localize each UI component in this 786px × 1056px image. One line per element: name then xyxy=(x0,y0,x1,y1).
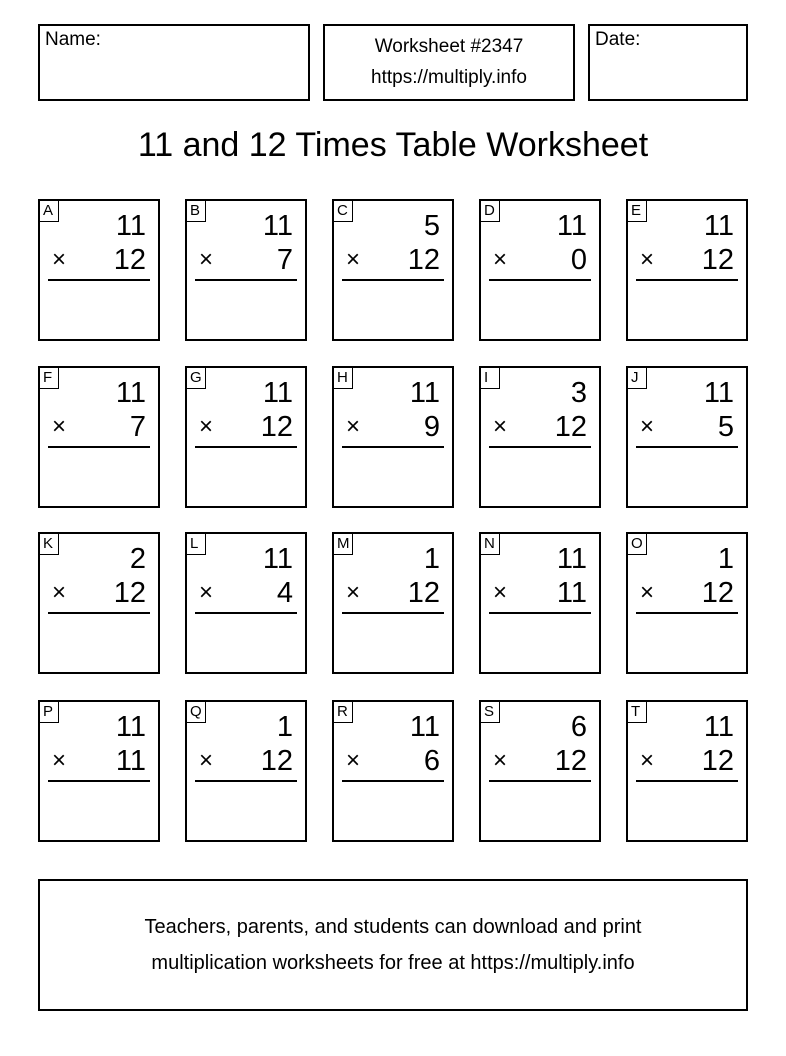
problem-letter: H xyxy=(333,367,353,389)
multiplicand: 11 xyxy=(556,543,587,575)
answer-line xyxy=(636,780,738,782)
problem-card[interactable] xyxy=(38,700,160,842)
problem-card[interactable] xyxy=(626,366,748,508)
answer-line xyxy=(195,612,297,614)
problem-card[interactable] xyxy=(332,700,454,842)
problem-letter: G xyxy=(186,367,206,389)
multiplicand: 11 xyxy=(409,711,440,743)
multiplier: 12 xyxy=(407,244,440,276)
name-label: Name: xyxy=(45,29,101,50)
problem-letter: O xyxy=(627,533,647,555)
multiplicand: 11 xyxy=(115,210,146,242)
problem-card[interactable] xyxy=(479,366,601,508)
problem-letter: F xyxy=(39,367,59,389)
answer-line xyxy=(195,780,297,782)
problem-card[interactable] xyxy=(185,366,307,508)
problem-letter: T xyxy=(627,701,647,723)
times-icon: × xyxy=(493,246,508,273)
times-icon: × xyxy=(346,747,361,774)
times-icon: × xyxy=(640,246,655,273)
problem-card[interactable] xyxy=(185,199,307,341)
answer-line xyxy=(489,612,591,614)
times-icon: × xyxy=(640,747,655,774)
problem-letter: C xyxy=(333,200,353,222)
footer-text-line-2: multiplication worksheets for free at https://multiply.info xyxy=(151,952,635,974)
problem-card[interactable] xyxy=(38,199,160,341)
times-icon: × xyxy=(346,579,361,606)
problem-card[interactable] xyxy=(479,199,601,341)
multiplier: 12 xyxy=(260,745,293,777)
multiplier: 0 xyxy=(570,244,587,276)
multiplicand: 11 xyxy=(409,377,440,409)
answer-line xyxy=(342,279,444,281)
multiplicand: 1 xyxy=(423,543,440,575)
problem-card[interactable] xyxy=(479,532,601,674)
multiplicand: 6 xyxy=(570,711,587,743)
times-icon: × xyxy=(52,579,67,606)
times-icon: × xyxy=(52,246,67,273)
answer-line xyxy=(342,612,444,614)
footer-box xyxy=(38,879,748,1011)
multiplier: 12 xyxy=(554,745,587,777)
problem-card[interactable] xyxy=(626,532,748,674)
multiplicand: 11 xyxy=(115,711,146,743)
problem-letter: R xyxy=(333,701,353,723)
problem-letter: I xyxy=(480,367,500,389)
multiplicand: 3 xyxy=(570,377,587,409)
multiplier: 7 xyxy=(276,244,293,276)
multiplicand: 11 xyxy=(556,210,587,242)
times-icon: × xyxy=(346,413,361,440)
problem-letter: M xyxy=(333,533,353,555)
multiplicand: 11 xyxy=(115,377,146,409)
multiplicand: 5 xyxy=(423,210,440,242)
answer-line xyxy=(48,612,150,614)
problem-letter: Q xyxy=(186,701,206,723)
problem-card[interactable] xyxy=(185,700,307,842)
name-field-box[interactable] xyxy=(38,24,310,101)
worksheet-info-box xyxy=(323,24,575,101)
answer-line xyxy=(48,780,150,782)
problem-card[interactable] xyxy=(626,700,748,842)
multiplicand: 11 xyxy=(262,210,293,242)
multiplier: 11 xyxy=(115,745,146,777)
times-icon: × xyxy=(199,747,214,774)
multiplicand: 1 xyxy=(276,711,293,743)
multiplicand: 2 xyxy=(129,543,146,575)
multiplier: 12 xyxy=(554,411,587,443)
multiplicand: 1 xyxy=(717,543,734,575)
problem-letter: J xyxy=(627,367,647,389)
problem-letter: K xyxy=(39,533,59,555)
multiplier: 12 xyxy=(701,745,734,777)
problem-letter: A xyxy=(39,200,59,222)
times-icon: × xyxy=(640,413,655,440)
multiplicand: 11 xyxy=(703,711,734,743)
times-icon: × xyxy=(493,413,508,440)
answer-line xyxy=(489,446,591,448)
times-icon: × xyxy=(52,747,67,774)
times-icon: × xyxy=(199,579,214,606)
problem-letter: E xyxy=(627,200,647,222)
page-title: 11 and 12 Times Table Worksheet xyxy=(137,126,649,164)
problem-card[interactable] xyxy=(332,199,454,341)
multiplier: 12 xyxy=(113,244,146,276)
times-icon: × xyxy=(52,413,67,440)
problem-card[interactable] xyxy=(185,532,307,674)
problem-letter: D xyxy=(480,200,500,222)
multiplicand: 11 xyxy=(703,377,734,409)
problem-letter: B xyxy=(186,200,206,222)
date-label: Date: xyxy=(595,29,641,50)
problem-letter: L xyxy=(186,533,206,555)
problem-card[interactable] xyxy=(332,532,454,674)
multiplier: 12 xyxy=(113,577,146,609)
problem-card[interactable] xyxy=(38,532,160,674)
problem-card[interactable] xyxy=(479,700,601,842)
multiplier: 9 xyxy=(423,411,440,443)
multiplier: 11 xyxy=(556,577,587,609)
answer-line xyxy=(195,446,297,448)
times-icon: × xyxy=(493,747,508,774)
multiplier: 4 xyxy=(276,577,293,609)
problem-letter: S xyxy=(480,701,500,723)
multiplier: 12 xyxy=(260,411,293,443)
answer-line xyxy=(636,279,738,281)
footer-text-line-1: Teachers, parents, and students can download and print xyxy=(144,916,642,938)
multiplier: 5 xyxy=(717,411,734,443)
worksheet-number: Worksheet #2347 xyxy=(374,36,524,57)
times-icon: × xyxy=(493,579,508,606)
answer-line xyxy=(195,279,297,281)
multiplier: 12 xyxy=(701,577,734,609)
multiplicand: 11 xyxy=(703,210,734,242)
answer-line xyxy=(48,279,150,281)
problem-letter: P xyxy=(39,701,59,723)
answer-line xyxy=(489,780,591,782)
answer-line xyxy=(342,446,444,448)
problem-card[interactable] xyxy=(332,366,454,508)
worksheet-url[interactable]: https://multiply.info xyxy=(371,67,527,88)
times-icon: × xyxy=(199,413,214,440)
multiplicand: 11 xyxy=(262,543,293,575)
answer-line xyxy=(636,446,738,448)
times-icon: × xyxy=(199,246,214,273)
times-icon: × xyxy=(346,246,361,273)
answer-line xyxy=(48,446,150,448)
problem-card[interactable] xyxy=(626,199,748,341)
answer-line xyxy=(342,780,444,782)
multiplier: 12 xyxy=(407,577,440,609)
date-field-box[interactable] xyxy=(588,24,748,101)
problem-card[interactable] xyxy=(38,366,160,508)
problem-letter: N xyxy=(480,533,500,555)
multiplier: 6 xyxy=(423,745,440,777)
multiplier: 12 xyxy=(701,244,734,276)
multiplicand: 11 xyxy=(262,377,293,409)
multiplier: 7 xyxy=(129,411,146,443)
times-icon: × xyxy=(640,579,655,606)
answer-line xyxy=(489,279,591,281)
answer-line xyxy=(636,612,738,614)
